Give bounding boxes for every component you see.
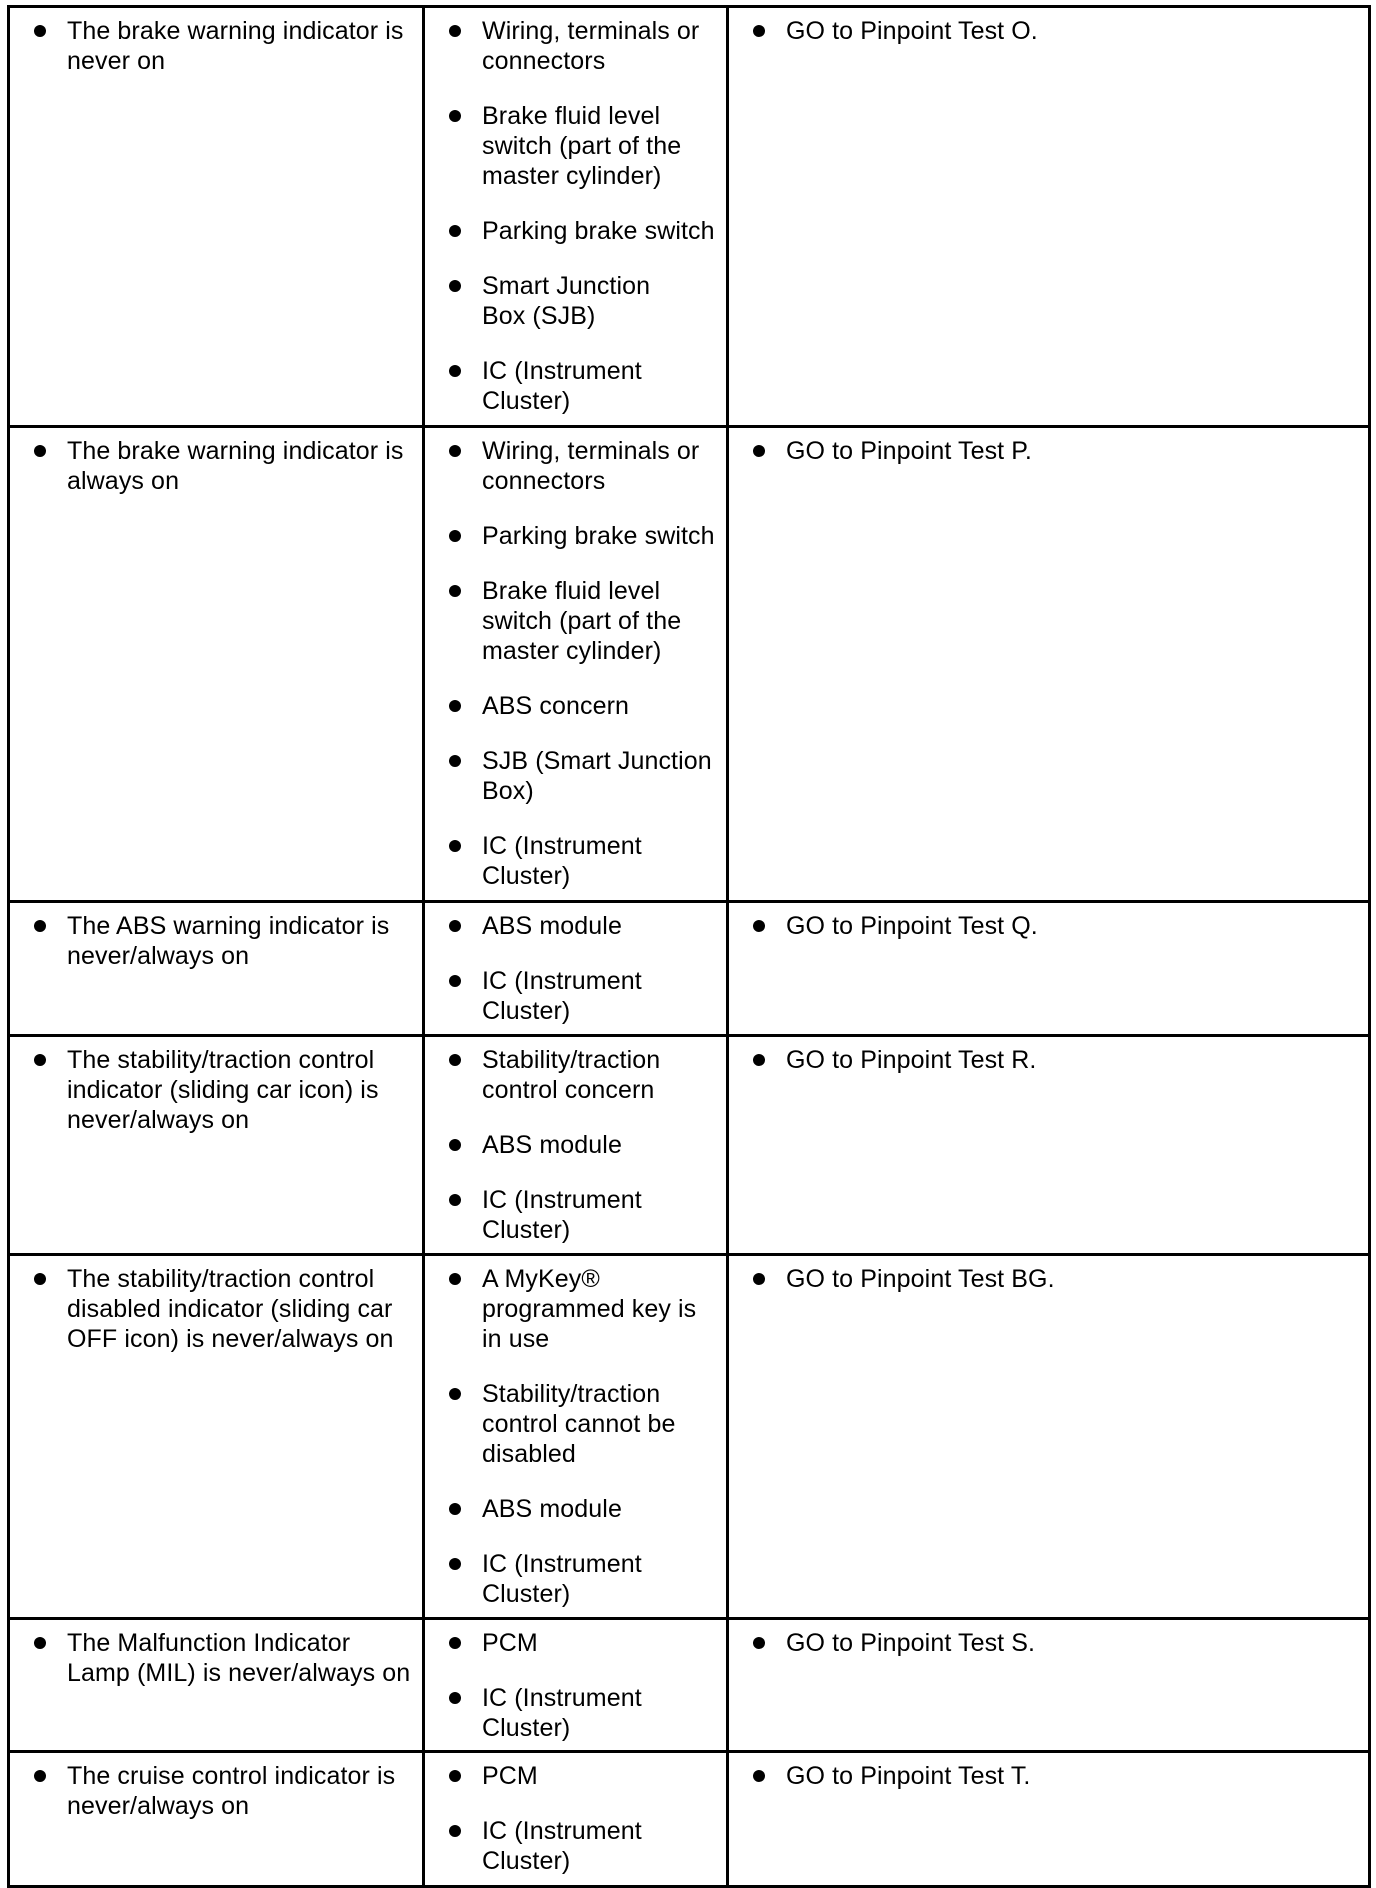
action-item	[753, 911, 1362, 941]
bullet-icon	[753, 920, 765, 932]
condition-cell	[9, 1752, 424, 1887]
action-cell	[728, 1255, 1370, 1619]
bullet-icon	[449, 1558, 461, 1570]
symptom-chart-body	[9, 7, 1370, 1887]
action-item-text: GO to Pinpoint Test P.	[786, 437, 1032, 465]
source-item-text: Brake fluid level switch (part of the master cylinder)	[482, 577, 682, 665]
condition-item	[34, 1264, 416, 1354]
action-item	[753, 1045, 1362, 1075]
bullet-icon	[449, 225, 461, 237]
source-item-text: IC (Instrument Cluster)	[482, 1684, 642, 1742]
source-item	[449, 1761, 720, 1791]
source-item	[449, 831, 720, 891]
bullet-icon	[34, 920, 46, 932]
table-row	[9, 1036, 1370, 1255]
action-item-text: GO to Pinpoint Test T.	[786, 1762, 1031, 1790]
bullet-icon	[449, 975, 461, 987]
bullet-icon	[449, 1503, 461, 1515]
action-cell	[728, 1036, 1370, 1255]
source-item	[449, 1045, 720, 1105]
source-item	[449, 1549, 720, 1609]
action-item	[753, 1761, 1362, 1791]
bullet-icon	[449, 25, 461, 37]
source-item-text: ABS module	[482, 1495, 622, 1523]
bullet-icon	[753, 25, 765, 37]
action-cell	[728, 902, 1370, 1036]
condition-cell	[9, 902, 424, 1036]
bullet-icon	[449, 585, 461, 597]
possible-source-cell	[424, 1255, 728, 1619]
bullet-icon	[449, 700, 461, 712]
source-item	[449, 1379, 720, 1469]
source-item	[449, 911, 720, 941]
source-item-text: IC (Instrument Cluster)	[482, 832, 642, 890]
source-item	[449, 1628, 720, 1658]
possible-source-cell	[424, 7, 728, 427]
possible-source-cell	[424, 1752, 728, 1887]
condition-item-text: The cruise control indicator is never/always on	[67, 1762, 396, 1820]
condition-item	[34, 1045, 416, 1135]
bullet-icon	[449, 365, 461, 377]
action-item-text: GO to Pinpoint Test Q.	[786, 912, 1038, 940]
source-item-text: IC (Instrument Cluster)	[482, 1817, 642, 1875]
action-cell	[728, 7, 1370, 427]
bullet-icon	[449, 1388, 461, 1400]
source-item	[449, 16, 720, 76]
source-item	[449, 966, 720, 1026]
source-item-text: A MyKey® programmed key is in use	[482, 1265, 697, 1353]
condition-item-text: The ABS warning indicator is never/always on	[67, 912, 390, 970]
source-item-text: IC (Instrument Cluster)	[482, 967, 642, 1025]
source-item-text: Stability/traction control concern	[482, 1046, 661, 1104]
source-item-text: ABS concern	[482, 692, 630, 720]
condition-item-text: The Malfunction Indicator Lamp (MIL) is never/always on	[67, 1629, 411, 1687]
bullet-icon	[449, 1194, 461, 1206]
table-row	[9, 1752, 1370, 1887]
table-row	[9, 902, 1370, 1036]
action-item	[753, 16, 1362, 46]
source-item	[449, 576, 720, 666]
possible-source-cell	[424, 902, 728, 1036]
bullet-icon	[34, 445, 46, 457]
bullet-icon	[34, 1637, 46, 1649]
source-item-text: IC (Instrument Cluster)	[482, 1186, 642, 1244]
condition-item	[34, 911, 416, 971]
action-cell	[728, 1619, 1370, 1752]
possible-source-cell	[424, 1619, 728, 1752]
bullet-icon	[34, 25, 46, 37]
source-item	[449, 216, 720, 246]
bullet-icon	[449, 530, 461, 542]
condition-item	[34, 1761, 416, 1821]
action-item-text: GO to Pinpoint Test BG.	[786, 1265, 1055, 1293]
source-item-text: Parking brake switch	[482, 217, 715, 245]
source-item-text: Parking brake switch	[482, 522, 715, 550]
condition-cell	[9, 427, 424, 902]
source-item	[449, 1185, 720, 1245]
condition-item	[34, 436, 416, 496]
source-item-text: Smart Junction Box (SJB)	[482, 272, 651, 330]
bullet-icon	[449, 755, 461, 767]
source-item	[449, 1816, 720, 1876]
bullet-icon	[753, 1770, 765, 1782]
source-item-text: Brake fluid level switch (part of the master cylinder)	[482, 102, 682, 190]
symptom-chart-table	[7, 5, 1371, 1888]
source-item-text: PCM	[482, 1762, 538, 1790]
condition-item	[34, 1628, 416, 1688]
bullet-icon	[753, 1273, 765, 1285]
condition-cell	[9, 1619, 424, 1752]
source-item	[449, 356, 720, 416]
action-item-text: GO to Pinpoint Test O.	[786, 17, 1038, 45]
action-cell	[728, 1752, 1370, 1887]
bullet-icon	[449, 1054, 461, 1066]
bullet-icon	[449, 445, 461, 457]
source-item-text: IC (Instrument Cluster)	[482, 1550, 642, 1608]
bullet-icon	[449, 1692, 461, 1704]
condition-item-text: The stability/traction control disabled indicator (sliding car OFF icon) is never/always on	[67, 1265, 394, 1353]
bullet-icon	[449, 1273, 461, 1285]
bullet-icon	[753, 445, 765, 457]
source-item	[449, 271, 720, 331]
source-item-text: Wiring, terminals or connectors	[482, 437, 700, 495]
bullet-icon	[34, 1054, 46, 1066]
bullet-icon	[449, 1637, 461, 1649]
action-cell	[728, 427, 1370, 902]
possible-source-cell	[424, 1036, 728, 1255]
source-item	[449, 691, 720, 721]
bullet-icon	[449, 1825, 461, 1837]
source-item-text: SJB (Smart Junction Box)	[482, 747, 712, 805]
bullet-icon	[449, 840, 461, 852]
source-item-text: ABS module	[482, 1131, 622, 1159]
table-row	[9, 1619, 1370, 1752]
table-row	[9, 7, 1370, 427]
action-item	[753, 1628, 1362, 1658]
bullet-icon	[449, 1770, 461, 1782]
bullet-icon	[449, 280, 461, 292]
condition-item-text: The stability/traction control indicator (sliding car icon) is never/always on	[67, 1046, 379, 1134]
condition-item-text: The brake warning indicator is never on	[67, 17, 404, 75]
table-row	[9, 1255, 1370, 1619]
source-item	[449, 1130, 720, 1160]
action-item	[753, 436, 1362, 466]
condition-item-text: The brake warning indicator is always on	[67, 437, 404, 495]
table-row	[9, 427, 1370, 902]
action-item	[753, 1264, 1362, 1294]
condition-cell	[9, 1255, 424, 1619]
source-item	[449, 101, 720, 191]
bullet-icon	[753, 1637, 765, 1649]
condition-cell	[9, 7, 424, 427]
source-item	[449, 1264, 720, 1354]
bullet-icon	[34, 1273, 46, 1285]
action-item-text: GO to Pinpoint Test R.	[786, 1046, 1037, 1074]
condition-item	[34, 16, 416, 76]
condition-cell	[9, 1036, 424, 1255]
source-item	[449, 746, 720, 806]
possible-source-cell	[424, 427, 728, 902]
source-item-text: IC (Instrument Cluster)	[482, 357, 642, 415]
action-item-text: GO to Pinpoint Test S.	[786, 1629, 1036, 1657]
source-item-text: ABS module	[482, 912, 622, 940]
source-item	[449, 521, 720, 551]
bullet-icon	[449, 920, 461, 932]
source-item	[449, 1494, 720, 1524]
source-item-text: PCM	[482, 1629, 538, 1657]
source-item-text: Stability/traction control cannot be disabled	[482, 1380, 676, 1468]
source-item	[449, 436, 720, 496]
bullet-icon	[449, 1139, 461, 1151]
source-item	[449, 1683, 720, 1743]
bullet-icon	[34, 1770, 46, 1782]
bullet-icon	[449, 110, 461, 122]
bullet-icon	[753, 1054, 765, 1066]
source-item-text: Wiring, terminals or connectors	[482, 17, 700, 75]
